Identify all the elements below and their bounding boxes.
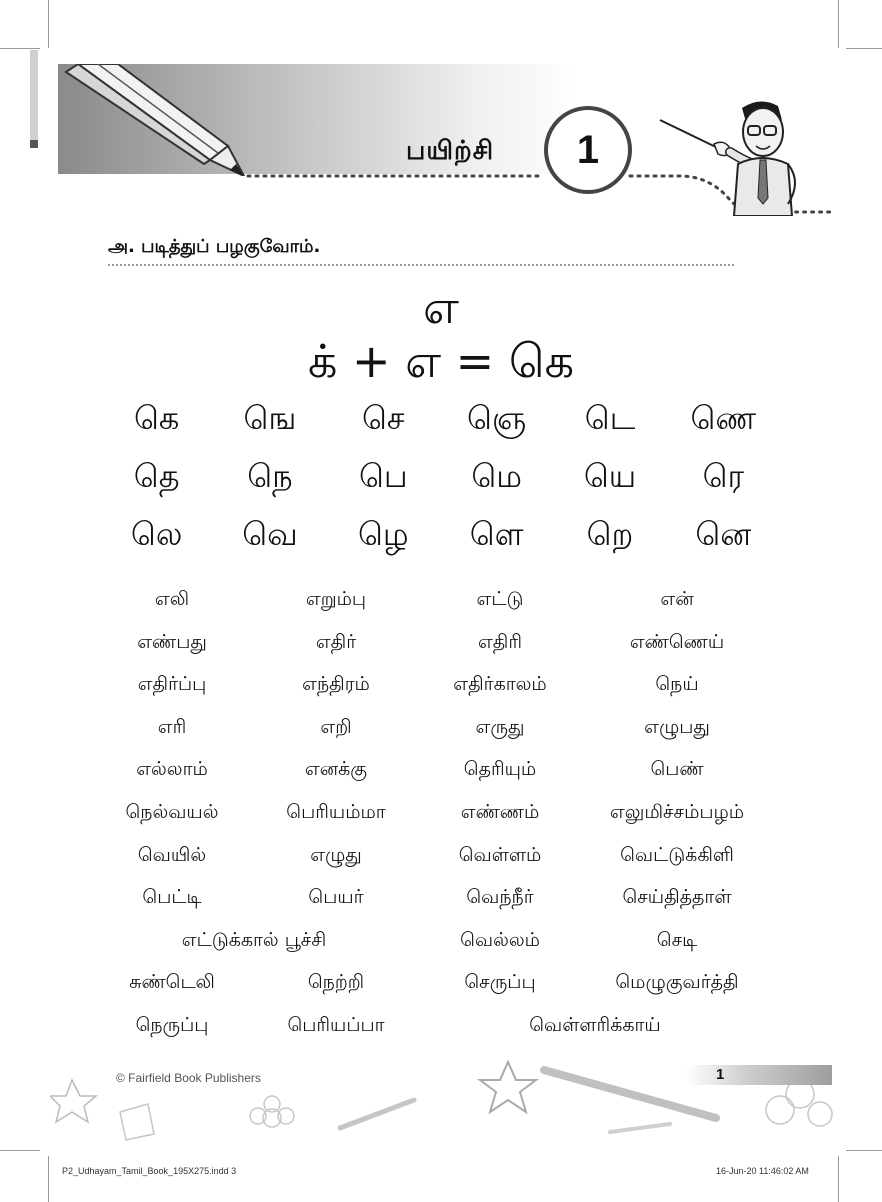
grid-letter: னெ (695, 515, 752, 553)
word: எண்ணம் (460, 800, 540, 823)
letter-grid (100, 400, 780, 552)
page-number: 1 (716, 1066, 725, 1083)
word: பெண் (650, 758, 704, 781)
letter-equation: க் + எ = கெ (307, 334, 575, 388)
pencil-icon (58, 64, 258, 176)
grid-letter: ரெ (702, 457, 745, 495)
section-heading: அ. படித்துப் பழகுவோம். (108, 236, 321, 257)
crop-mark (0, 48, 40, 49)
word: பெயர் (308, 886, 364, 909)
word: பெட்டி (142, 886, 202, 909)
word: வெள்ளம் (458, 843, 542, 866)
grid-letter: ஞெ (467, 399, 527, 437)
word: எரி (157, 715, 187, 738)
teacher-illustration (656, 98, 836, 216)
word: பெரியம்மா (286, 800, 386, 823)
word: நெற்றி (307, 971, 365, 994)
grid-letter: கெ (133, 399, 180, 437)
side-bar (30, 50, 38, 140)
word: வெள்ளரிக்காய் (529, 1013, 661, 1036)
word: எறும்பு (305, 588, 367, 610)
word: எட்டுக்கால் பூச்சி (181, 928, 327, 951)
word: எதிர் (315, 630, 357, 653)
word: எருது (475, 715, 525, 738)
grid-letter: பெ (358, 457, 408, 495)
crop-mark (838, 0, 839, 48)
page-title: பயிற்சி (406, 136, 495, 166)
grid-letter: மெ (471, 457, 522, 495)
crop-mark (838, 1156, 839, 1202)
grid-letter: றெ (586, 515, 634, 553)
word: எல்லாம் (136, 758, 208, 781)
copyright-text: © Fairfield Book Publishers (116, 1071, 261, 1085)
lesson-number: 1 (576, 127, 600, 172)
word: பெரியப்பா (287, 1013, 385, 1036)
word: எந்திரம் (302, 673, 370, 696)
word: எழுபது (644, 715, 710, 738)
word: எண்ணெய் (629, 630, 725, 653)
lesson-number-badge (544, 106, 632, 194)
grid-letter: ஙெ (243, 399, 297, 437)
side-tick (30, 140, 38, 148)
grid-letter: நெ (247, 457, 293, 495)
vowel-letter: எ (423, 280, 459, 334)
grid-letter: ணெ (690, 399, 757, 437)
word: சுண்டெலி (129, 971, 215, 994)
word: செய்தித்தாள் (622, 886, 732, 909)
crop-mark (48, 1156, 49, 1202)
word: என் (660, 588, 694, 610)
word: செருப்பு (464, 971, 536, 994)
word: எழுது (310, 843, 362, 866)
word: நெருப்பு (135, 1013, 209, 1036)
word: மெழுகுவர்த்தி (615, 971, 739, 994)
grid-letter: செ (362, 399, 405, 437)
crop-mark (846, 48, 882, 49)
word: எதிர்காலம் (453, 673, 547, 696)
word-list (90, 584, 790, 1053)
grid-letter: லெ (130, 515, 183, 553)
word: எலி (154, 588, 190, 610)
word: செடி (656, 928, 698, 951)
word: எதிர்ப்பு (137, 673, 207, 696)
word: எனக்கு (304, 758, 368, 781)
crop-mark (846, 1150, 882, 1151)
crop-mark (0, 1150, 40, 1151)
word: வெல்லம் (460, 928, 540, 951)
grid-letter: டெ (584, 399, 636, 437)
grid-letter: வெ (242, 515, 298, 553)
grid-letter: ழெ (358, 515, 409, 553)
slug-file: P2_Udhayam_Tamil_Book_195X275.indd 3 (62, 1166, 237, 1176)
crop-mark (48, 0, 49, 48)
word: நெய் (655, 673, 699, 696)
word: எலுமிச்சம்பழம் (609, 800, 745, 823)
heading-divider (108, 264, 734, 266)
word: வெயில் (137, 843, 207, 866)
word: தெரியும் (463, 758, 537, 781)
word: எதிரி (477, 630, 523, 653)
slug-date: 16-Jun-20 11:46:02 AM (716, 1166, 809, 1176)
word: நெல்வயல் (125, 800, 219, 823)
word: எண்பது (137, 630, 207, 653)
word: வெந்நீர் (466, 886, 534, 909)
grid-letter: ளெ (469, 515, 524, 553)
word: எறி (320, 715, 352, 738)
grid-letter: தெ (133, 457, 180, 495)
word: எட்டு (476, 588, 524, 610)
page-number-band (686, 1065, 832, 1085)
grid-letter: யெ (583, 457, 637, 495)
word: வெட்டுக்கிளி (620, 843, 734, 866)
